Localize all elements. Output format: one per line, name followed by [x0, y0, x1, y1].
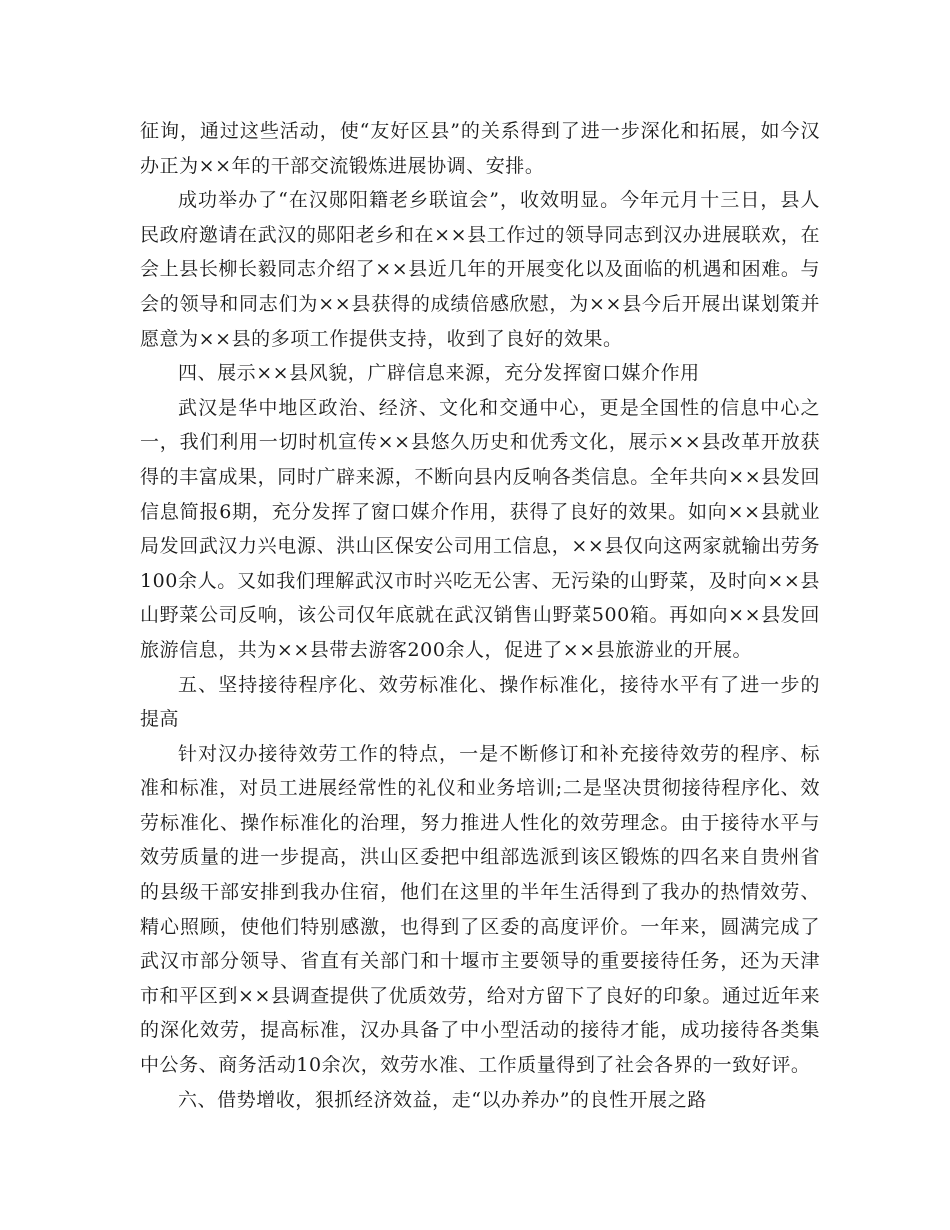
paragraph-fellowship-meeting: 成功举办了“在汉郧阳籍老乡联谊会”，收效明显。今年元月十三日，县人民政府邀请在武汉的郧阳老乡和在××县工作过的领导同志到汉办进展联欢，在会上县长柳长毅同志介绍了××县近几年的开展变化以及面临的机遇和困难。与会的领导和同志们为××县获得的成绩倍感欣慰，为××县今后开展出谋划策并愿意为××县的多项工作提供支持，收到了良好的效果。 — [140, 189, 820, 350]
paragraph-information-media: 武汉是华中地区政治、经济、文化和交通中心，更是全国性的信息中心之一，我们利用一切时机宣传××县悠久历史和优秀文化，展示××县改革开放获得的丰富成果，同时广辟来源，不断向县内反响各类信息。全年共向××县发回信息简报6期，充分发挥了窗口媒介作用，获得了良好的效果。如向××县就业局发回武汉力兴电源、洪山区保安公司用工信息，××县仅向这两家就输出劳务100余人。又如我们理解武汉市时兴吃无公害、无污染的山野菜，及时向××县山野菜公司反响，该公司仅年底就在武汉销售山野菜500箱。再如向××县发回旅游信息，共为××县带去游客200余人，促进了××县旅游业的开展。 — [140, 396, 820, 661]
paragraph-continuation: 征询，通过这些活动，使“友好区县”的关系得到了进一步深化和拓展，如今汉办正为××年的干部交流锻炼进展协调、安排。 — [140, 120, 820, 177]
section-heading-5: 五、坚持接待程序化、效劳标准化、操作标准化，接待水平有了进一步的提高 — [140, 673, 820, 731]
paragraph-reception-service: 针对汉办接待效劳工作的特点，一是不断修订和补充接待效劳的程序、标准和标准，对员工进展经常性的礼仪和业务培训;二是坚决贯彻接待程序化、效劳标准化、操作标准化的治理，努力推进人性化的效劳理念。由于接待水平与效劳质量的进一步提高，洪山区委把中组部选派到该区锻炼的四名来自贵州省的县级干部安排到我办住宿，他们在这里的半年生活得到了我办的热情效劳、精心照顾，使他们特别感激，也得到了区委的高度评价。一年来，圆满完成了武汉市部分领导、省直有关部门和十堰市主要领导的重要接待任务，还为天津市和平区到××县调查提供了优质效劳，给对方留下了良好的印象。通过近年来的深化效劳，提高标准，汉办具备了中小型活动的接待才能，成功接待各类集中公务、商务活动10余次，效劳水准、工作质量得到了社会各界的一致好评。 — [140, 742, 820, 1077]
section-heading-6: 六、借势增收，狠抓经济效益，走“以办养办”的良性开展之路 — [178, 1088, 707, 1111]
document-body — [140, 114, 820, 1117]
section-heading-4: 四、展示××县风貌，广辟信息来源，充分发挥窗口媒介作用 — [178, 362, 700, 385]
